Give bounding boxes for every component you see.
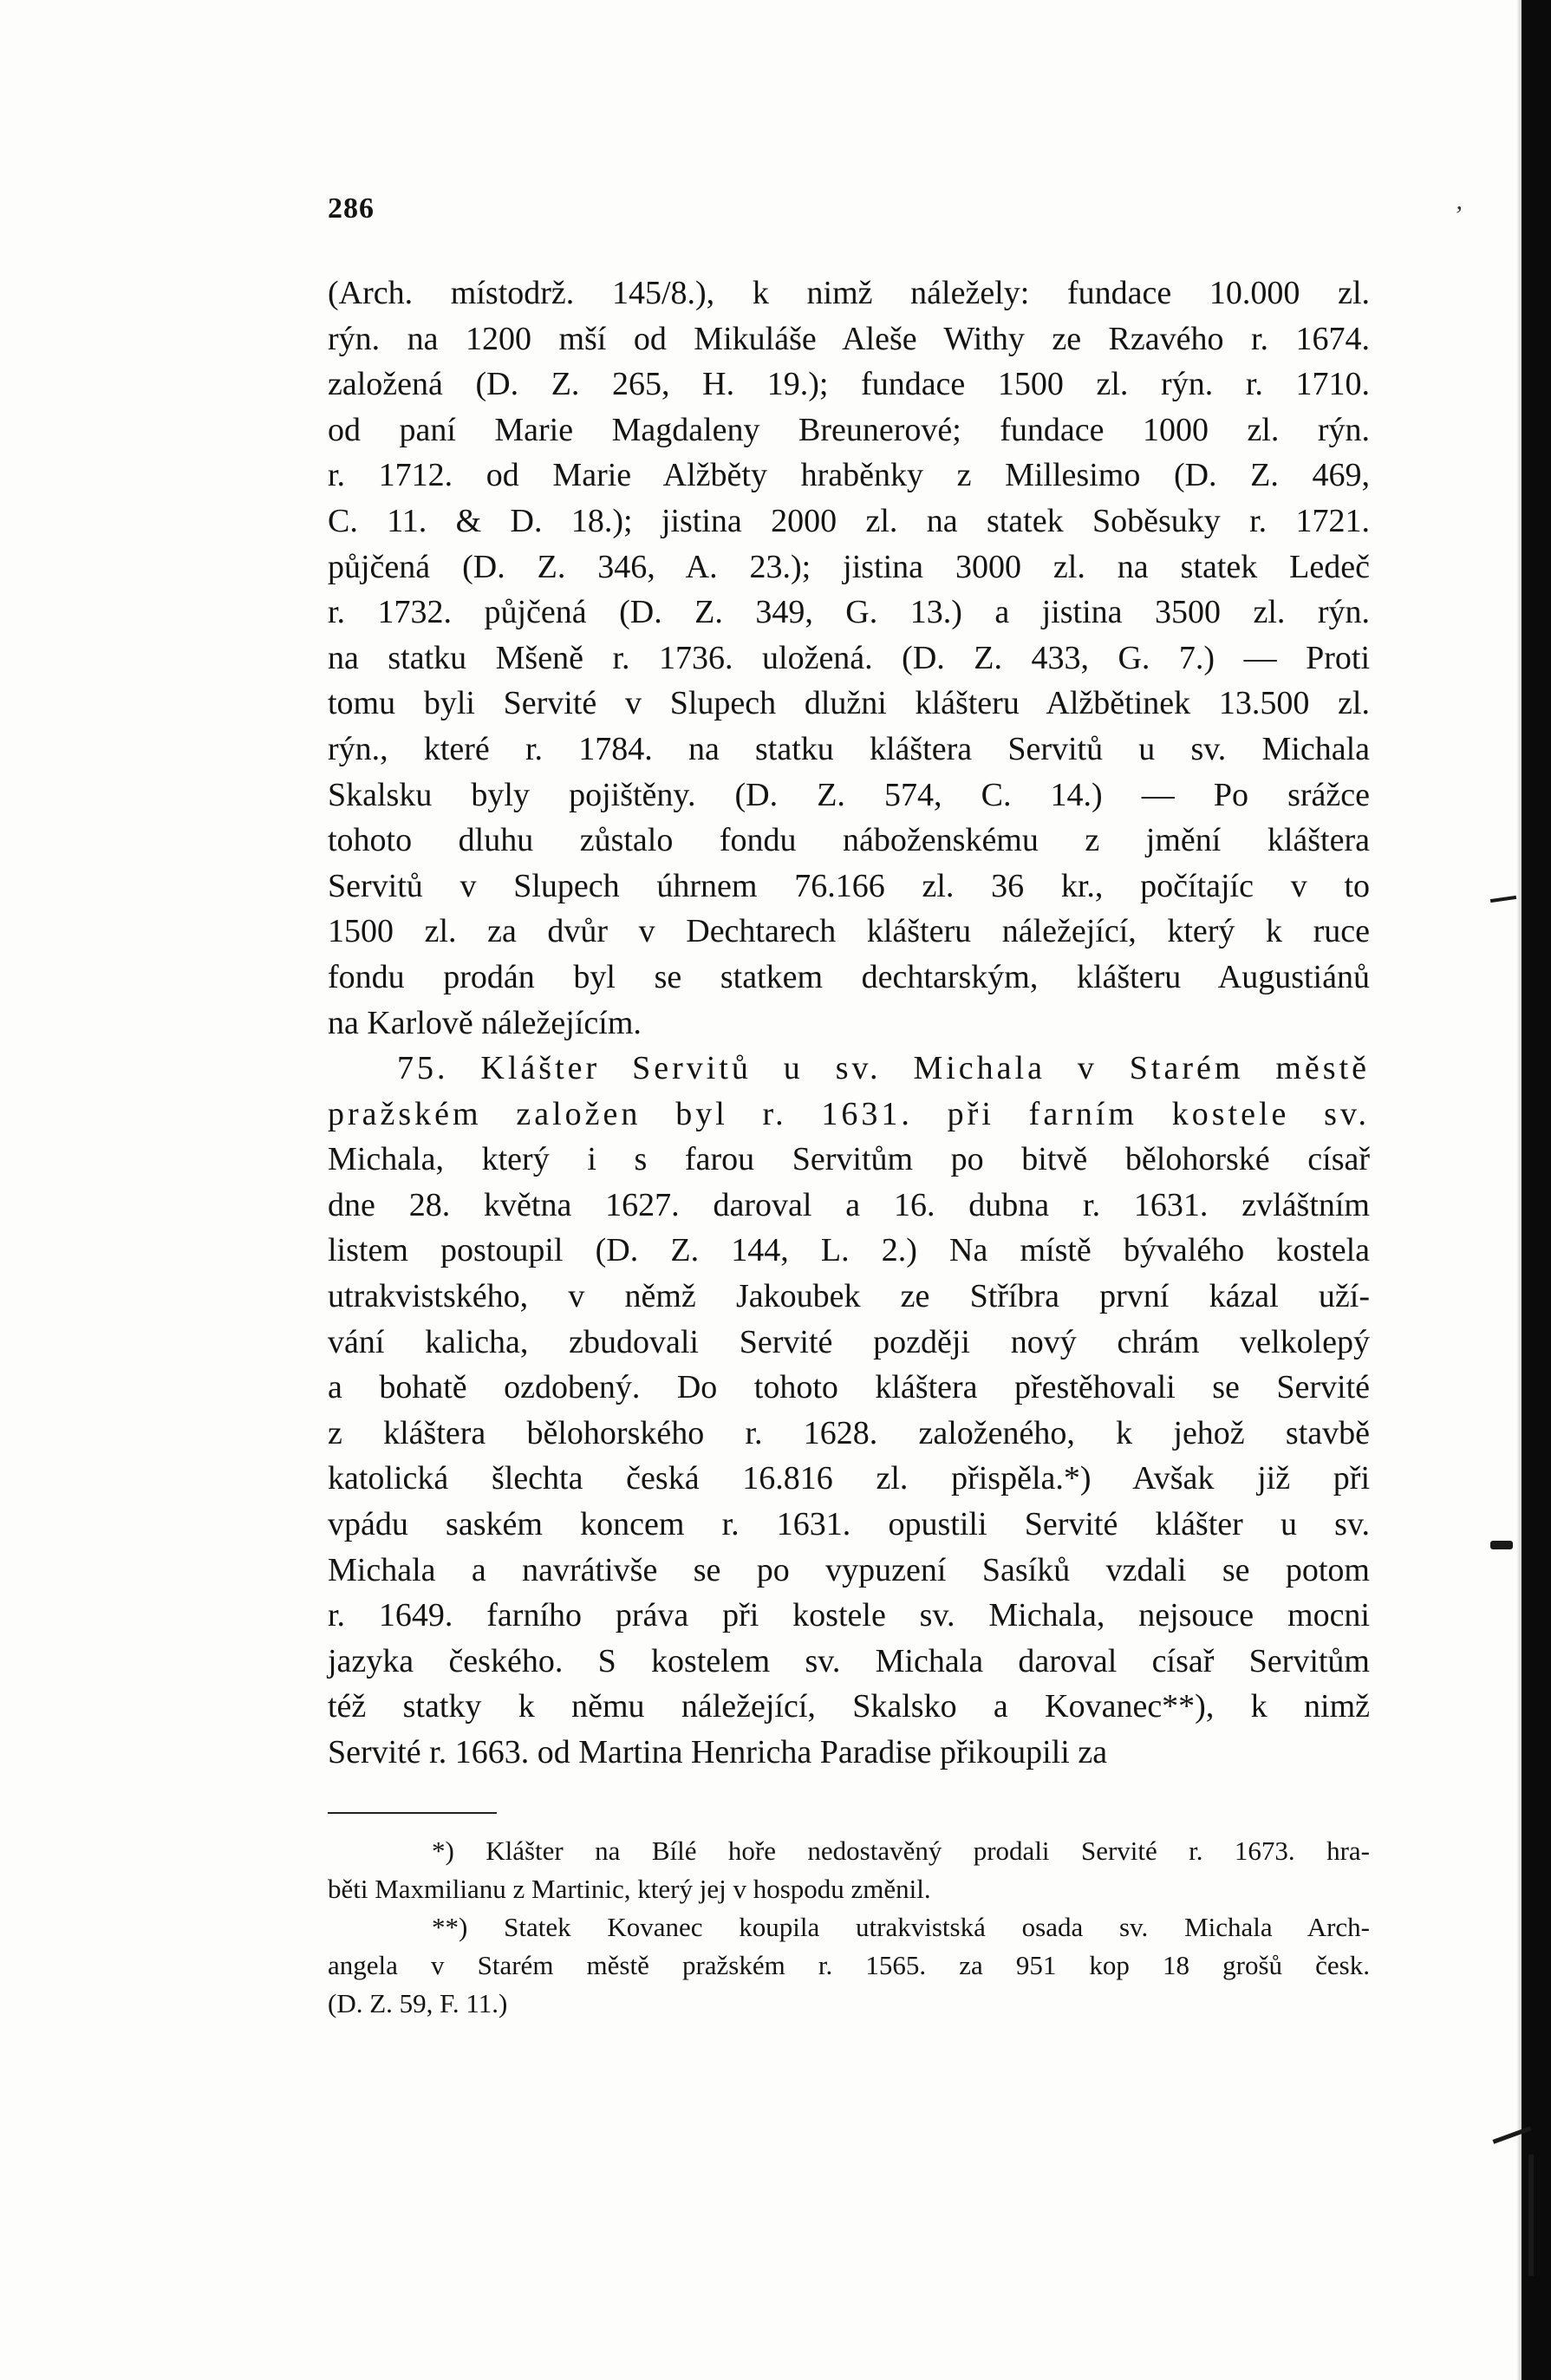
main-text [328,271,1370,1776]
text-line: Servité r. 1663. od Martina Henricha Paradise přikoupili za [328,1734,1108,1770]
text-line: tomu byli Servité v Slupech dlužni klášteru Alžbětinek 13.500 zl. [328,685,1370,722]
text-line: od paní Marie Magdaleny Breunerové; fundace 1000 zl. rýn. [328,411,1370,448]
page-number: 286 [328,192,375,225]
footnote-line: **) Statek Kovanec koupila utrakvistská osada sv. Michala Arch- [432,1912,1370,1942]
scan-artifact: ʼ [1453,201,1462,230]
text-line: listem postoupil (D. Z. 144, L. 2.) Na místě bývalého kostela [328,1232,1370,1269]
text-line: dne 28. května 1627. daroval a 16. dubna r. 1631. zvláštním [328,1186,1370,1223]
text-line: r. 1732. půjčená (D. Z. 349, G. 13.) a jistina 3500 zl. rýn. [328,594,1370,631]
footnotes [328,1832,1370,2023]
text-line: na statku Mšeně r. 1736. uložená. (D. Z. 433, G. 7.) — Proti [328,639,1370,676]
text-line: Michala a navrátivše se po vypuzení Sasíků vzdali se potom [328,1551,1370,1588]
text-line: rýn., které r. 1784. na statku kláštera Servitů u sv. Michala [328,730,1370,767]
footnote-line: *) Klášter na Bílé hoře nedostavěný prodali Servité r. 1673. hra- [432,1836,1370,1866]
text-line: a bohatě ozdobený. Do tohoto kláštera přestěhovali se Servité [328,1369,1370,1406]
text-line: půjčená (D. Z. 346, A. 23.); jistina 3000 zl. na statek Ledeč [328,548,1370,585]
text-line: pražském založen byl r. 1631. při farním kostele sv. [328,1095,1370,1132]
scan-artifact [1490,896,1516,903]
text-line: též statky k němu náležející, Skalsko a Kovanec**), k nimž [328,1688,1370,1725]
footnote-line: běti Maxmilianu z Martinic, který jej v hospodu změnil. [328,1874,931,1904]
text-line: 1500 zl. za dvůr v Dechtarech klášteru náležející, který k ruce [328,913,1370,950]
text-line: na Karlově náležejícím. [328,1004,642,1041]
text-line: tohoto dluhu zůstalo fondu náboženskému z jmění kláštera [328,822,1370,859]
scan-edge [1522,0,1551,2380]
footnote-line: (D. Z. 59, F. 11.) [328,1988,508,2018]
text-line: r. 1712. od Marie Alžběty hraběnky z Millesimo (D. Z. 469, [328,457,1370,494]
text-line: Michala, který i s farou Servitům po bitvě bělohorské císař [328,1141,1370,1178]
text-line: katolická šlechta česká 16.816 zl. přispěla.*) Avšak již při [328,1460,1370,1497]
text-line: r. 1649. farního práva při kostele sv. Michala, nejsouce mocni [328,1597,1370,1634]
text-line: Skalsku byly pojištěny. (D. Z. 574, C. 14.) — Po srážce [328,776,1370,813]
text-line: vání kalicha, zbudovali Servité později nový chrám velkolepý [328,1323,1370,1360]
scan-artifact [1528,2155,1534,2276]
text-line: 75. Klášter Servitů u sv. Michala v Starém městě [397,1050,1370,1087]
scan-artifact [1490,1541,1513,1549]
text-line: z kláštera bělohorského r. 1628. založeného, k jehož stavbě [328,1414,1370,1451]
text-line: vpádu saském koncem r. 1631. opustili Servité klášter u sv. [328,1506,1370,1543]
text-line: Servitů v Slupech úhrnem 76.166 zl. 36 kr., počítajíc v to [328,867,1370,904]
text-line: rýn. na 1200 mší od Mikuláše Aleše Withy ze Rzavého r. 1674. [328,320,1370,357]
text-line: jazyka českého. S kostelem sv. Michala daroval císař Servitům [328,1642,1370,1679]
footnote-line: angela v Starém městě pražském r. 1565. za 951 kop 18 grošů česk. [328,1950,1370,1980]
text-line: C. 11. & D. 18.); jistina 2000 zl. na statek Soběsuky r. 1721. [328,502,1370,539]
text-line: založená (D. Z. 265, H. 19.); fundace 1500 zl. rýn. r. 1710. [328,366,1370,403]
footnote-rule [328,1812,497,1814]
text-line: (Arch. místodrž. 145/8.), k nimž náležely: fundace 10.000 zl. [328,275,1370,311]
text-line: fondu prodán byl se statkem dechtarským, klášteru Augustiánů [328,958,1370,995]
text-line: utrakvistského, v němž Jakoubek ze Stříbra první kázal uží- [328,1278,1370,1315]
